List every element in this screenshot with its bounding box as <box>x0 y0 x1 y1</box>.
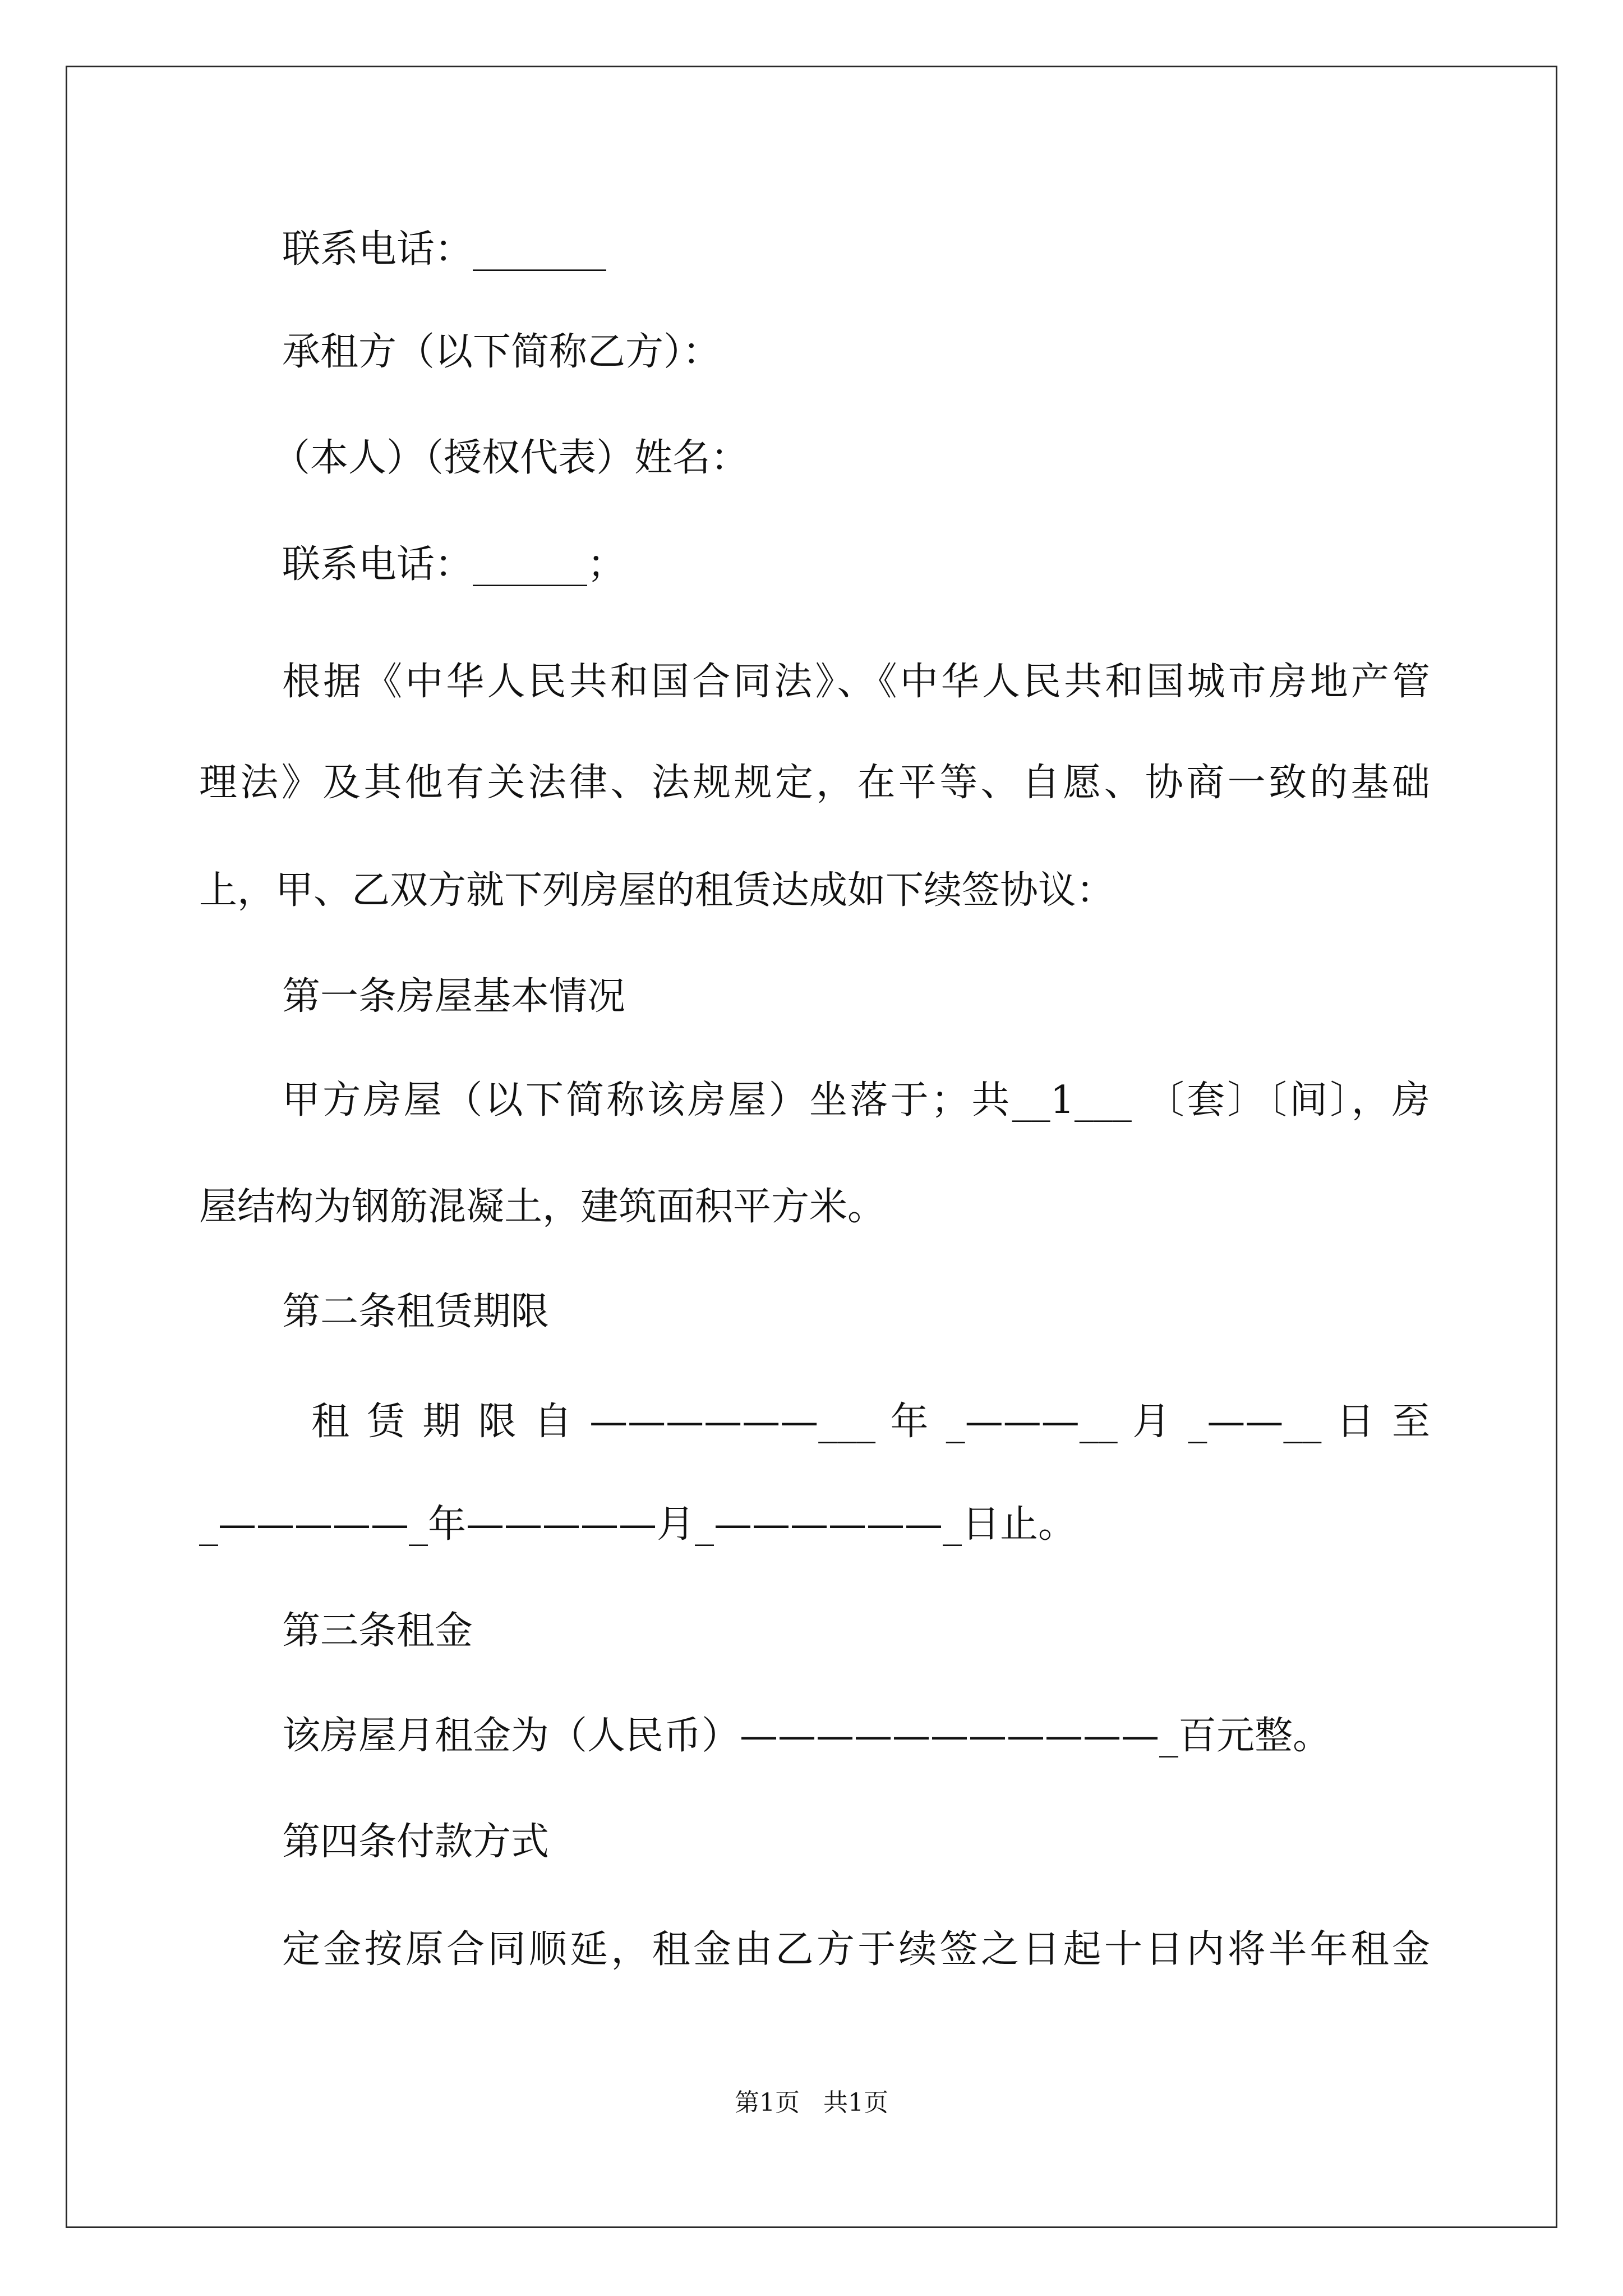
lessee-heading: 承租方（以下简称乙方）： <box>282 330 721 374</box>
page-footer: 第1页 共1页 <box>735 2088 888 2117</box>
article-2-line-1: 租 赁 期 限 自 ——————___ 年 _———__ 月 _——__ 日 至 <box>311 1400 1430 1444</box>
preamble-line-3: 上，甲、乙双方就下列房屋的租赁达成如下续签协议： <box>199 868 1115 913</box>
article-3-heading: 第三条租金 <box>282 1609 473 1653</box>
article-1-line-2: 屋结构为钢筋混凝土，建筑面积平方米。 <box>199 1185 886 1229</box>
article-4-line-1: 定金按原合同顺延，租金由乙方于续签之日起十日内将半年租金 <box>282 1927 1430 1972</box>
article-1-heading: 第一条房屋基本情况 <box>282 974 626 1019</box>
preamble-line-1: 根据《中华人民共和国合同法》、《中华人民共和国城市房地产管 <box>282 660 1430 704</box>
article-4-heading: 第四条付款方式 <box>282 1820 550 1864</box>
lessee-phone-line: 联系电话：______； <box>282 542 626 587</box>
article-3-line-1: 该房屋月租金为（人民币）———————————_百元整。 <box>282 1714 1331 1758</box>
article-2-line-2: _—————_年—————月_——————_日止。 <box>199 1502 1077 1547</box>
lessor-phone-line: 联系电话：_______ <box>282 227 607 272</box>
page-border <box>66 66 1557 2228</box>
lessee-name-line: （本人）（授权代表）姓名： <box>272 436 749 480</box>
article-2-heading: 第二条租赁期限 <box>282 1290 550 1334</box>
preamble-line-2: 理法》及其他有关法律、法规规定，在平等、自愿、协商一致的基础 <box>199 761 1430 805</box>
article-1-line-1: 甲方房屋（以下简称该房屋）坐落于；共__1___ 〔套〕〔间〕，房 <box>282 1078 1430 1122</box>
